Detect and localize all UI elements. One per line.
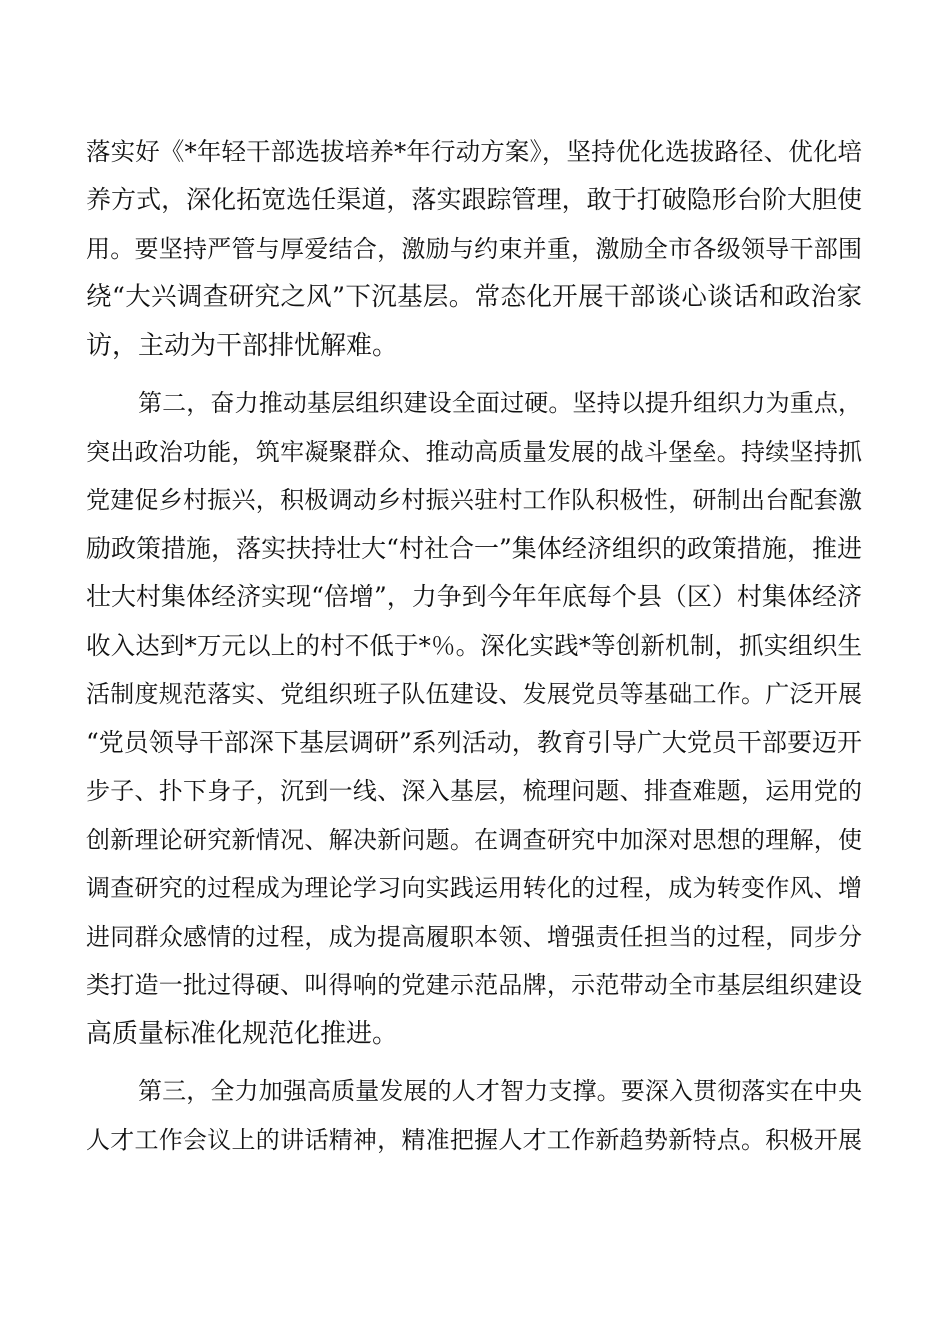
text-line: 类打造一批过得硬、叫得响的党建示范品牌，示范带动全市基层组织建设 <box>86 971 862 999</box>
text-line: 落实好《*年轻干部选拔培养*年行动方案》，坚持优化选拔路径、优化培 <box>86 137 862 166</box>
text-line: 绕“大兴调查研究之风”下沉基层。常态化开展干部谈心谈话和政治家 <box>86 282 862 312</box>
text-line: 收入达到*万元以上的村不低于*％。深化实践*等创新机制，抓实组织生 <box>86 631 862 660</box>
text-line: 访，主动为干部排忧解难。 <box>86 331 399 361</box>
text-line: 创新理论研究新情况、解决新问题。在调查研究中加深对思想的理解，使 <box>86 826 862 854</box>
text-line: 第二，奋力推动基层组织建设全面过硬。坚持以提升组织力为重点， <box>138 389 862 417</box>
text-line: 高质量标准化规范化推进。 <box>86 1019 399 1049</box>
text-line: 突出政治功能，筑牢凝聚群众、推动高质量发展的战斗堡垒。持续坚持抓 <box>86 438 862 466</box>
text-line: “党员领导干部深下基层调研”系列活动，教育引导广大党员干部要迈开 <box>86 728 862 757</box>
text-line: 养方式，深化拓宽选任渠道，落实跟踪管理，敢于打破隐形台阶大胆使 <box>86 185 862 214</box>
text-line: 活制度规范落实、党组织班子队伍建设、发展党员等基础工作。广泛开展 <box>86 680 862 708</box>
text-line: 步子、扑下身子，沉到一线、深入基层，梳理问题、排查难题，运用党的 <box>86 777 862 805</box>
text-line: 调查研究的过程成为理论学习向实践运用转化的过程，成为转变作风、增 <box>86 874 862 902</box>
text-line: 党建促乡村振兴，积极调动乡村振兴驻村工作队积极性，研制出台配套激 <box>86 486 862 514</box>
text-line: 人才工作会议上的讲话精神，精准把握人才工作新趋势新特点。积极开展 <box>86 1126 862 1154</box>
text-line: 励政策措施，落实扶持壮大“村社合一”集体经济组织的政策措施，推进 <box>86 534 862 563</box>
text-line: 进同群众感情的过程，成为提高履职本领、增强责任担当的过程，同步分 <box>86 923 862 951</box>
text-line: 用。要坚持严管与厚爱结合，激励与约束并重，激励全市各级领导干部围 <box>86 235 862 263</box>
text-line: 壮大村集体经济实现“倍增”，力争到今年年底每个县（区）村集体经济 <box>86 582 862 611</box>
text-line: 第三，全力加强高质量发展的人才智力支撑。要深入贯彻落实在中央 <box>138 1077 862 1105</box>
